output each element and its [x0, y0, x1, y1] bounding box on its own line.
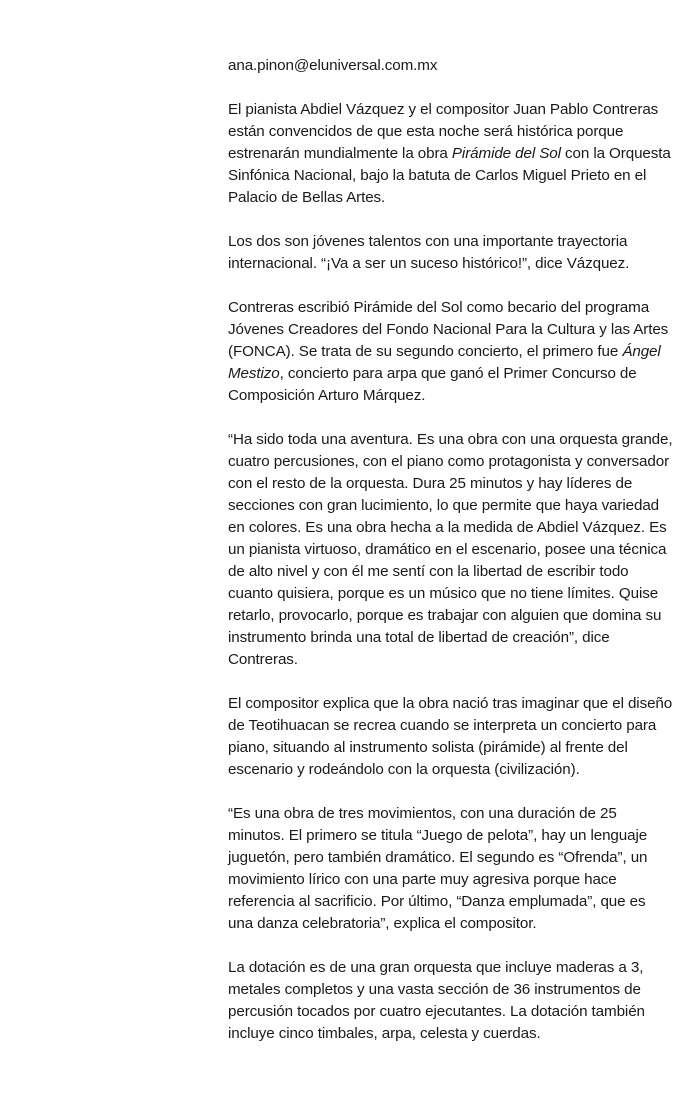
paragraph-7: La dotación es de una gran orquesta que incluye maderas a 3, metales completos y una vasta sección de 36 instrumentos de percusión tocados por cuatro ejecutantes. La dotación también incluye cinco timbales, arpa, celesta y cuerdas.: [228, 959, 645, 1042]
paragraph-4: “Ha sido toda una aventura. Es una obra con una orquesta grande, cuatro percusiones, con el piano como protagonista y conversador con el resto de la orquesta. Dura 25 minutos y hay líderes de secciones con gran lucimiento, lo que permite que haya variedad en colores. Es una obra hecha a la medida de Abdiel Vázquez. Es un pianista virtuoso, dramático en el escenario, posee una técnica de alto nivel y con él me sentí con la libertad de escribir todo cuanto quisiera, porque es un músico que no tiene límites. Quise retarlo, provocarlo, porque es trabajar con alguien que domina su instrumento brinda una total de libertad de creación”, dice Contreras.: [228, 431, 673, 668]
work-title-piramide: Pirámide del Sol: [451, 145, 561, 162]
paragraph-3: [228, 297, 674, 407]
paragraph-5: El compositor explica que la obra nació tras imaginar que el diseño de Teotihuacan se recrea cuando se interpreta un concierto para piano, situando al instrumento solista (pirámide) al frente del escenario y rodeándolo con la orquesta (civilización).: [228, 695, 673, 778]
paragraph-3-text-a: Contreras escribió Pirámide del Sol como becario del programa Jóvenes Creadores del Fondo Nacional Para la Cultura y las Artes (FONCA). Se trata de su segundo concierto, el primero fue: [228, 299, 669, 360]
paragraph-3-text-b: , concierto para arpa que ganó el Primer Concurso de Composición Arturo Márquez.: [228, 365, 637, 404]
article-body: [228, 55, 674, 1067]
author-email: ana.pinon@eluniversal.com.mx: [228, 57, 438, 74]
paragraph-2: Los dos son jóvenes talentos con una importante trayectoria internacional. “¡Va a ser un suceso histórico!”, dice Vázquez.: [228, 233, 630, 272]
paragraph-1: [228, 99, 674, 209]
paragraph-1-text-a: El pianista Abdiel Vázquez y el compositor Juan Pablo Contreras están convencidos de que esta noche será histórica porque estrenarán mundialmente la obra: [228, 101, 659, 162]
paragraph-1-text-b: con la Orquesta Sinfónica Nacional, bajo la batuta de Carlos Miguel Prieto en el Palacio de Bellas Artes.: [228, 145, 671, 206]
paragraph-6: “Es una obra de tres movimientos, con una duración de 25 minutos. El primero se titula “Juego de pelota”, hay un lenguaje juguetón, pero también dramático. El segundo es “Ofrenda”, un movimiento lírico con una parte muy agresiva porque hace referencia al sacrificio. Por último, “Danza emplumada”, que es una danza celebratoria”, explica el compositor.: [228, 805, 648, 932]
work-title-angel-mestizo: Ángel Mestizo: [228, 343, 661, 382]
